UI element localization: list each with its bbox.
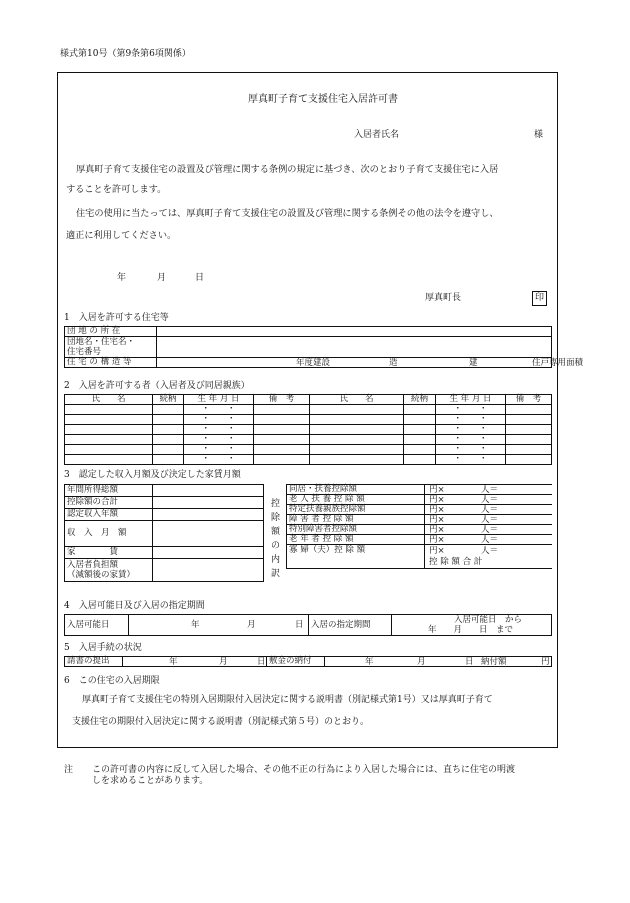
deduction-breakdown-label — [264, 484, 286, 592]
breakdown-char-3: の — [271, 541, 281, 551]
birth-cell: ・ ・ — [436, 435, 506, 445]
start-date-label: 入居可能日 — [65, 615, 129, 636]
floors-label: 建 — [469, 358, 478, 368]
birth-cell: ・ ・ — [184, 415, 254, 425]
period-label: 入居の指定期間 — [309, 615, 392, 636]
page-title: 厚真町子育て支援住宅入居許可書 — [248, 94, 398, 105]
deduction-total-text: 控 除 額 合 計 — [429, 557, 483, 567]
birth-cell: ・ ・ — [436, 445, 506, 455]
table-row — [65, 405, 552, 415]
tenant-burden-label — [65, 559, 153, 582]
section6-heading: 6 この住宅の入居期限 — [64, 676, 160, 686]
deduction-label-6: 寡 婦（夫）控 除 額 — [287, 545, 425, 569]
deposit-value — [325, 657, 552, 667]
birth-cell: ・ ・ — [184, 435, 254, 445]
table-row — [65, 435, 552, 445]
section4-heading: 4 入居可能日及び入居の指定期間 — [64, 601, 205, 611]
period-table — [64, 614, 552, 636]
table-row — [65, 455, 552, 465]
housing-name-label-a: 団地名・住宅名・ — [67, 337, 136, 347]
breakdown-char-0: 控 — [271, 499, 281, 509]
income-block — [64, 484, 552, 592]
housing-location-label: 団 地 の 所 在 — [65, 327, 157, 337]
housing-structure-label: 住 宅 の 構 造 等 — [65, 358, 157, 368]
housing-name-label — [65, 337, 157, 358]
deduction-label-4: 特別障害者控除額 — [287, 525, 425, 535]
pledge-day: 日 — [257, 657, 266, 667]
housing-structure-value — [157, 358, 584, 368]
period-value — [392, 615, 552, 636]
issuer-label: 厚真町長 — [425, 293, 462, 303]
pledge-date — [123, 657, 267, 667]
recipient-label: 入居者氏名 — [354, 130, 400, 140]
birth-cell: ・ ・ — [184, 425, 254, 435]
yen-label: 円 — [541, 657, 550, 667]
body-p2-line2: 適正に利用してください。 — [66, 230, 177, 241]
seal-mark: 印 — [532, 291, 547, 306]
note-label: 注 — [64, 765, 74, 775]
paid-label: 納付額 — [481, 657, 507, 667]
header-relation-2: 続柄 — [404, 395, 436, 405]
deduction-label-0: 同居・扶養控除額 — [287, 485, 425, 495]
occupants-table — [64, 394, 552, 465]
procedure-table — [64, 656, 552, 667]
deposit-label: 敷金の納付 — [267, 657, 325, 667]
period-from: 入居可能日 から — [454, 615, 523, 625]
start-month: 月 — [247, 620, 256, 630]
section1-heading: 1 入居を許可する住宅等 — [64, 313, 169, 323]
deduction-label-2: 特定扶養親族控除額 — [287, 505, 425, 515]
deduction-table: 同居・扶養控除額 円× 人＝ 老 人 扶 養 控 除 額 円× 人＝ 特定扶養親族控除額 円× 人＝ 障 害 者 控 除 額 円× 人＝ 特別障害者控除額 円× 人＝ 老 年 者 控 除 額 円× 人＝ 寡 婦（夫）控 除 額 円× 人＝ 控 除 額 合 計 — [286, 484, 552, 569]
deposit-year: 年 — [365, 657, 374, 667]
body-p2-line1: 住宅の使用に当たっては、厚真町子育て支援住宅の設置及び管理に関する条例その他の法令を遵守し、 — [76, 208, 499, 219]
birth-cell: ・ ・ — [184, 405, 254, 415]
breakdown-char-2: 額 — [271, 527, 281, 537]
start-date-value — [129, 615, 309, 636]
breakdown-char-1: 除 — [271, 513, 281, 523]
deposit-day: 日 — [465, 657, 474, 667]
header-birth-1: 生 年 月 日 — [184, 395, 254, 405]
housing-name-label-b: 住宅番号 — [67, 347, 102, 357]
table-row — [65, 415, 552, 425]
housing-table — [64, 326, 584, 368]
header-relation-1: 続柄 — [153, 395, 184, 405]
deduction-total-label: 控除額の合計 — [65, 497, 153, 509]
pledge-month: 月 — [219, 657, 228, 667]
section6-line2: 支援住宅の期限付入居決定に関する説明書（別記様式第５号）のとおり。 — [72, 717, 370, 727]
note-line2: しを求めることがあります。 — [92, 776, 209, 786]
deposit-month: 月 — [417, 657, 426, 667]
header-name-1: 氏 名 — [65, 395, 153, 405]
housing-location-value — [157, 327, 552, 337]
rent-label: 家 賃 — [65, 547, 153, 559]
section3-heading: 3 認定した収入月額及び決定した家賃月額 — [64, 470, 241, 480]
birth-cell: ・ ・ — [436, 455, 506, 465]
pledge-label: 請書の提出 — [65, 657, 123, 667]
section5-heading: 5 入居手続の状況 — [64, 643, 142, 653]
header-birth-2: 生 年 月 日 — [436, 395, 506, 405]
tenant-burden-b: （減額後の家賃） — [67, 570, 136, 580]
body-p1-line2: することを許可します。 — [66, 184, 167, 195]
header-remarks-1: 備 考 — [254, 395, 310, 405]
section2-heading: 2 入居を許可する者（入居者及び同居親族） — [64, 381, 250, 391]
start-day: 日 — [295, 620, 304, 630]
table-row — [65, 445, 552, 455]
breakdown-char-5: 訳 — [271, 569, 281, 579]
housing-name-value — [157, 337, 552, 358]
date-day: 日 — [195, 273, 205, 283]
built-year-label: 年度建設 — [296, 358, 331, 368]
tenant-burden-a: 入居者負担額 — [67, 560, 119, 570]
header-name-2: 氏 名 — [310, 395, 404, 405]
deduction-label-5: 老 年 者 控 除 額 — [287, 535, 425, 545]
period-until: 年 月 日 まで — [428, 625, 514, 635]
birth-cell: ・ ・ — [436, 425, 506, 435]
birth-cell: ・ ・ — [184, 455, 254, 465]
birth-cell: ・ ・ — [436, 415, 506, 425]
section6-line1: 厚真町子育て支援住宅の特別入居期限付入居決定に関する説明書（別記様式第1号）又は厚真町子育て — [82, 695, 493, 705]
income-left-table — [64, 484, 264, 582]
certified-income-label: 認定収入年額 — [65, 509, 153, 521]
start-year: 年 — [191, 620, 200, 630]
area-label: 住戸専用面積 — [532, 358, 584, 368]
birth-cell: ・ ・ — [436, 405, 506, 415]
date-year: 年 — [117, 273, 127, 283]
form-number: 様式第10号（第9条第6項関係） — [60, 49, 191, 59]
date-month: 月 — [157, 273, 167, 283]
pledge-year: 年 — [169, 657, 178, 667]
note-line1: この許可書の内容に反して入居した場合、その他不正の行為により入居した場合には、直ちに住宅の明渡 — [92, 765, 516, 775]
deduction-label-3: 障 害 者 控 除 額 — [287, 515, 425, 525]
monthly-income-label: 収 入 月 額 — [65, 521, 153, 547]
table-row — [65, 425, 552, 435]
deduction-label-1: 老 人 扶 養 控 除 額 — [287, 495, 425, 505]
breakdown-char-4: 内 — [271, 555, 281, 565]
annual-income-label: 年間所得総額 — [65, 485, 153, 497]
structure-label: 造 — [389, 358, 398, 368]
body-p1-line1: 厚真町子育て支援住宅の設置及び管理に関する条例の規定に基づき、次のとおり子育て支援住宅に入居 — [76, 164, 499, 175]
recipient-suffix: 様 — [534, 130, 544, 140]
birth-cell: ・ ・ — [184, 445, 254, 455]
header-remarks-2: 備 考 — [506, 395, 552, 405]
